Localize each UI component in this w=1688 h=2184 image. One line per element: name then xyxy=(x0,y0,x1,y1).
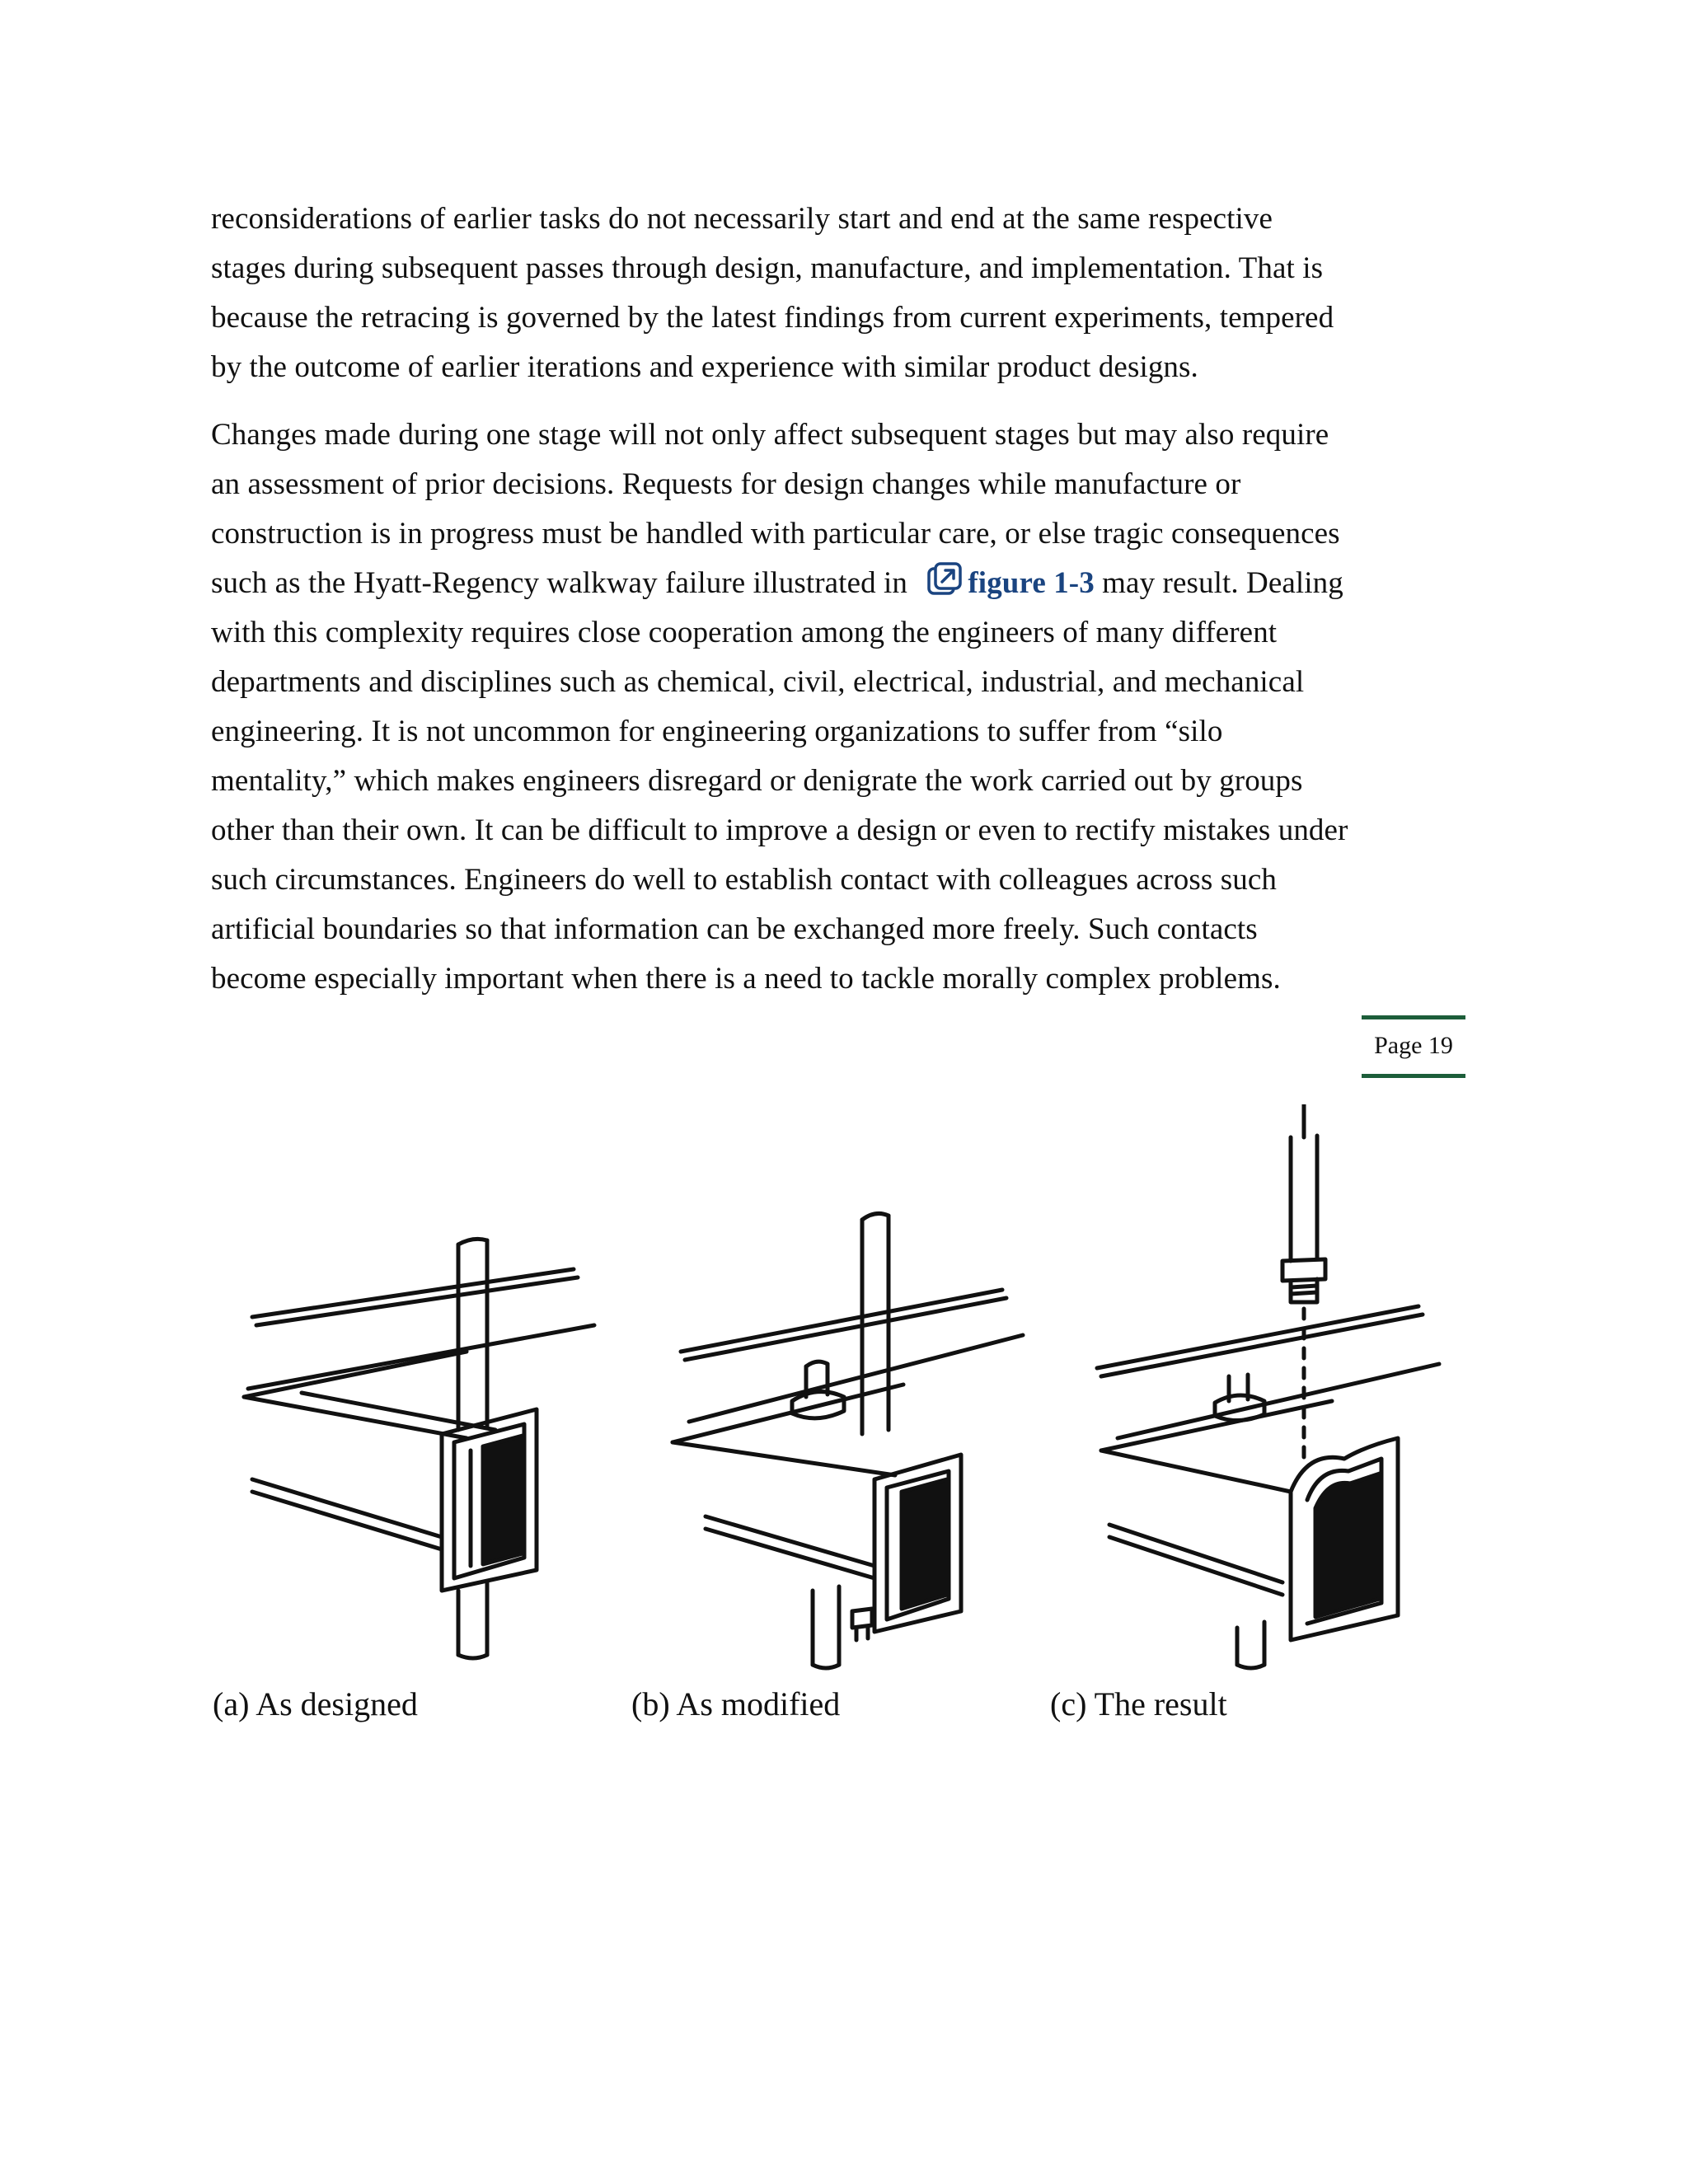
text-segment: such as the Hyatt-Regency walkway failure illustrated in xyxy=(211,566,908,600)
text-line: stages during subsequent passes through design, manufacture, and implementation. That is xyxy=(211,251,1324,285)
walkway-connection-figure xyxy=(211,1104,1480,1673)
text-line: other than their own. It can be difficult to improve a design or even to rectify mistakes under xyxy=(211,813,1348,847)
panel-a-drawing xyxy=(244,1239,594,1658)
paragraph-1 xyxy=(211,194,1480,392)
text-line: reconsiderations of earlier tasks do not necessarily start and end at the same respective xyxy=(211,202,1273,236)
figure-drawing xyxy=(211,1104,1480,1673)
paragraph-2 xyxy=(211,410,1480,1004)
text-line: Changes made during one stage will not only affect subsequent stages but may also require xyxy=(211,418,1329,452)
figure-caption-b: (b) As modified xyxy=(631,1685,841,1722)
text-line: such circumstances. Engineers do well to establish contact with colleagues across such xyxy=(211,863,1277,897)
panel-b-drawing xyxy=(673,1213,1023,1668)
text-line: an assessment of prior decisions. Requests for design changes while manufacture or xyxy=(211,467,1241,501)
page-number-marker: Page 19 xyxy=(1362,1015,1465,1078)
text-line: artificial boundaries so that information can be exchanged more freely. Such contacts xyxy=(211,912,1258,946)
text-line: because the retracing is governed by the latest findings from current experiments, tempered xyxy=(211,301,1334,335)
panel-c-drawing xyxy=(1097,1104,1439,1668)
text-segment: may result. Dealing xyxy=(1094,566,1343,600)
text-line: by the outcome of earlier iterations and experience with similar product designs. xyxy=(211,350,1198,384)
external-link-icon[interactable] xyxy=(926,561,963,598)
text-line: mentality,” which makes engineers disregard or denigrate the work carried out by groups xyxy=(211,764,1303,798)
text-line: become especially important when there is a need to tackle morally complex problems. xyxy=(211,962,1281,996)
text-line-with-link xyxy=(211,559,1480,608)
figure-caption-c: (c) The result xyxy=(1050,1685,1227,1722)
text-line: with this complexity requires close cooperation among the engineers of many different xyxy=(211,616,1278,649)
figure-caption-a: (a) As designed xyxy=(213,1685,418,1722)
text-line: departments and disciplines such as chemical, civil, electrical, industrial, and mechanical xyxy=(211,665,1305,699)
figure-link[interactable]: figure 1-3 xyxy=(968,566,1095,600)
text-line: construction is in progress must be handled with particular care, or else tragic consequences xyxy=(211,517,1340,551)
text-line: engineering. It is not uncommon for engineering organizations to suffer from “silo xyxy=(211,715,1223,748)
